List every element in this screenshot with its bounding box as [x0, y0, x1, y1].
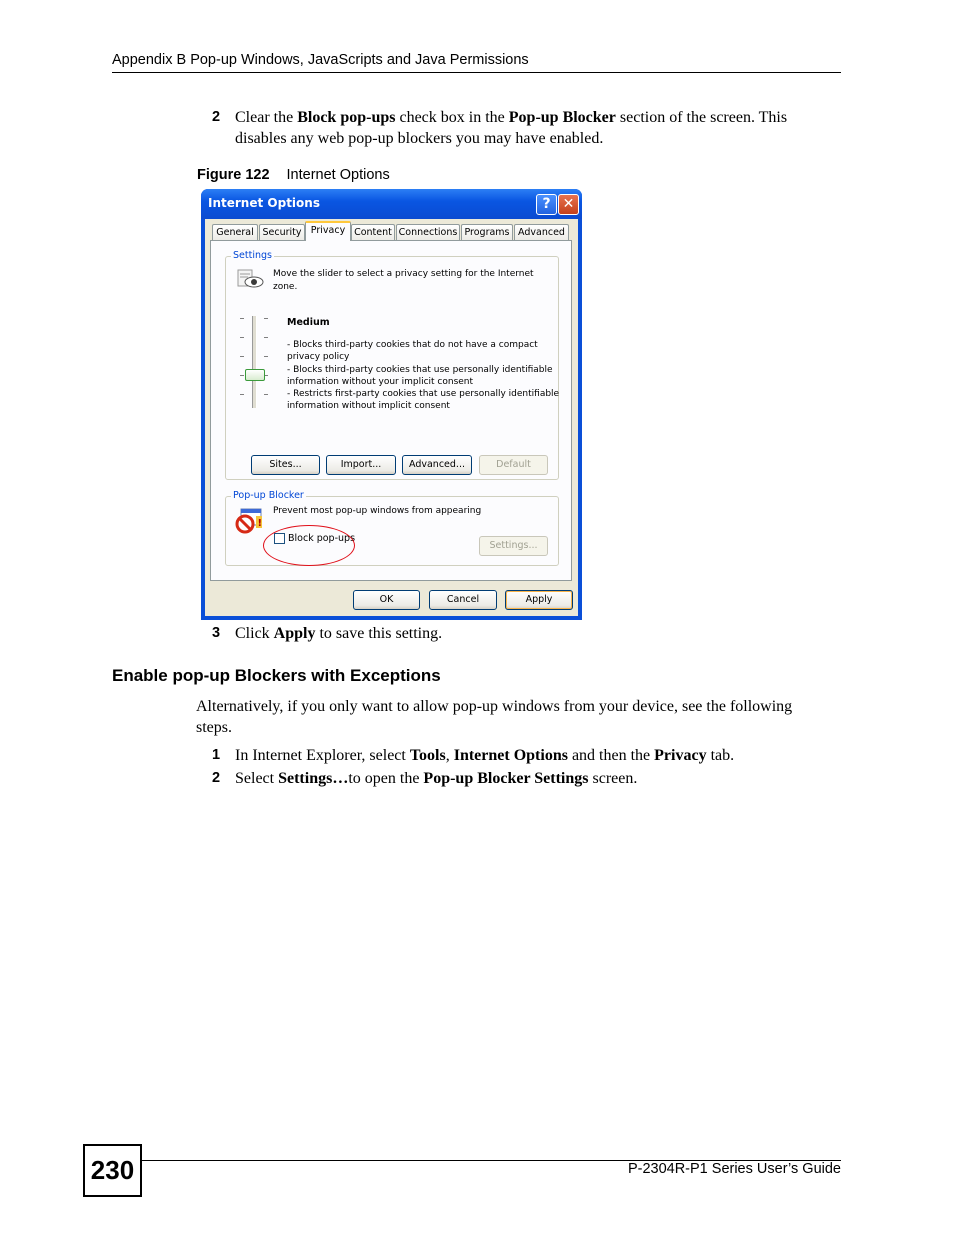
dialog-body	[205, 219, 578, 616]
import-button[interactable]: Import...	[326, 455, 396, 475]
guide-title: P-2304R-P1 Series User’s Guide	[627, 1161, 841, 1177]
tab-security[interactable]: Security	[259, 224, 305, 240]
close-button[interactable]: ✕	[558, 194, 579, 215]
highlight-ellipse	[263, 525, 355, 566]
section-heading: Enable pop-up Blockers with Exceptions	[112, 666, 441, 685]
default-button: Default	[479, 455, 548, 475]
step-number: 2	[212, 770, 221, 786]
step-number: 1	[212, 747, 221, 763]
ok-button[interactable]: OK	[353, 590, 420, 610]
tab-privacy[interactable]: Privacy	[305, 221, 351, 241]
dialog-title: Internet Options	[208, 196, 320, 210]
section-paragraph: Alternatively, if you only want to allow pop-up windows from your device, see the following steps.	[196, 698, 793, 736]
tab-programs[interactable]: Programs	[461, 224, 513, 240]
popup-settings-button: Settings...	[479, 536, 548, 556]
popup-blocker-label: Pop-up Blocker	[233, 490, 304, 501]
privacy-level: Medium	[287, 317, 330, 328]
running-header: Appendix B Pop-up Windows, JavaScripts and Java Permissions	[112, 52, 529, 68]
step-number: 2	[212, 109, 221, 125]
figure-caption: Figure 122 Internet Options	[197, 167, 390, 183]
privacy-slider[interactable]	[237, 316, 277, 411]
popup-blocker-text: Prevent most pop-up windows from appearing	[273, 506, 482, 516]
cancel-button[interactable]: Cancel	[429, 590, 497, 610]
sites-button[interactable]: Sites...	[251, 455, 320, 475]
step-number: 3	[212, 625, 221, 641]
step-text: In Internet Explorer, select Tools, Internet Options and then the Privacy tab.	[235, 747, 735, 764]
tab-content[interactable]: Content	[351, 224, 395, 240]
tab-advanced[interactable]: Advanced	[514, 224, 569, 240]
privacy-eye-icon	[236, 268, 266, 290]
internet-options-dialog	[201, 189, 582, 620]
tab-connections[interactable]: Connections	[396, 224, 460, 240]
privacy-description: - Blocks third-party cookies that do not have a compact privacy policy - Blocks third-party cookies that use personally identifiable information without your implicit consent - Restricts first-party cookies that use personally identifiable information without implicit consent	[287, 340, 560, 412]
apply-button[interactable]: Apply	[505, 590, 573, 610]
step-text: Clear the Block pop-ups check box in the Pop-up Blocker section of the screen. This disables any web pop-up blockers you may have enabled.	[235, 109, 788, 147]
settings-group-label: Settings	[233, 250, 272, 261]
help-button[interactable]: ?	[536, 194, 557, 215]
privacy-panel	[210, 240, 572, 581]
step-text: Select Settings…to open the Pop-up Blocker Settings screen.	[235, 770, 638, 787]
step-text: Click Apply to save this setting.	[235, 625, 443, 642]
advanced-button[interactable]: Advanced...	[402, 455, 472, 475]
header-rule	[112, 72, 841, 73]
settings-instruction: Move the slider to select a privacy setting for the Internet zone.	[273, 269, 534, 292]
page-number: 230	[83, 1144, 142, 1197]
block-popups-label[interactable]: Block pop-ups	[288, 533, 356, 544]
slider-thumb[interactable]	[245, 369, 265, 381]
svg-text:!: !	[257, 518, 263, 529]
title-bar	[201, 189, 582, 219]
tab-general[interactable]: General	[212, 224, 258, 240]
popup-blocker-icon	[235, 508, 265, 534]
